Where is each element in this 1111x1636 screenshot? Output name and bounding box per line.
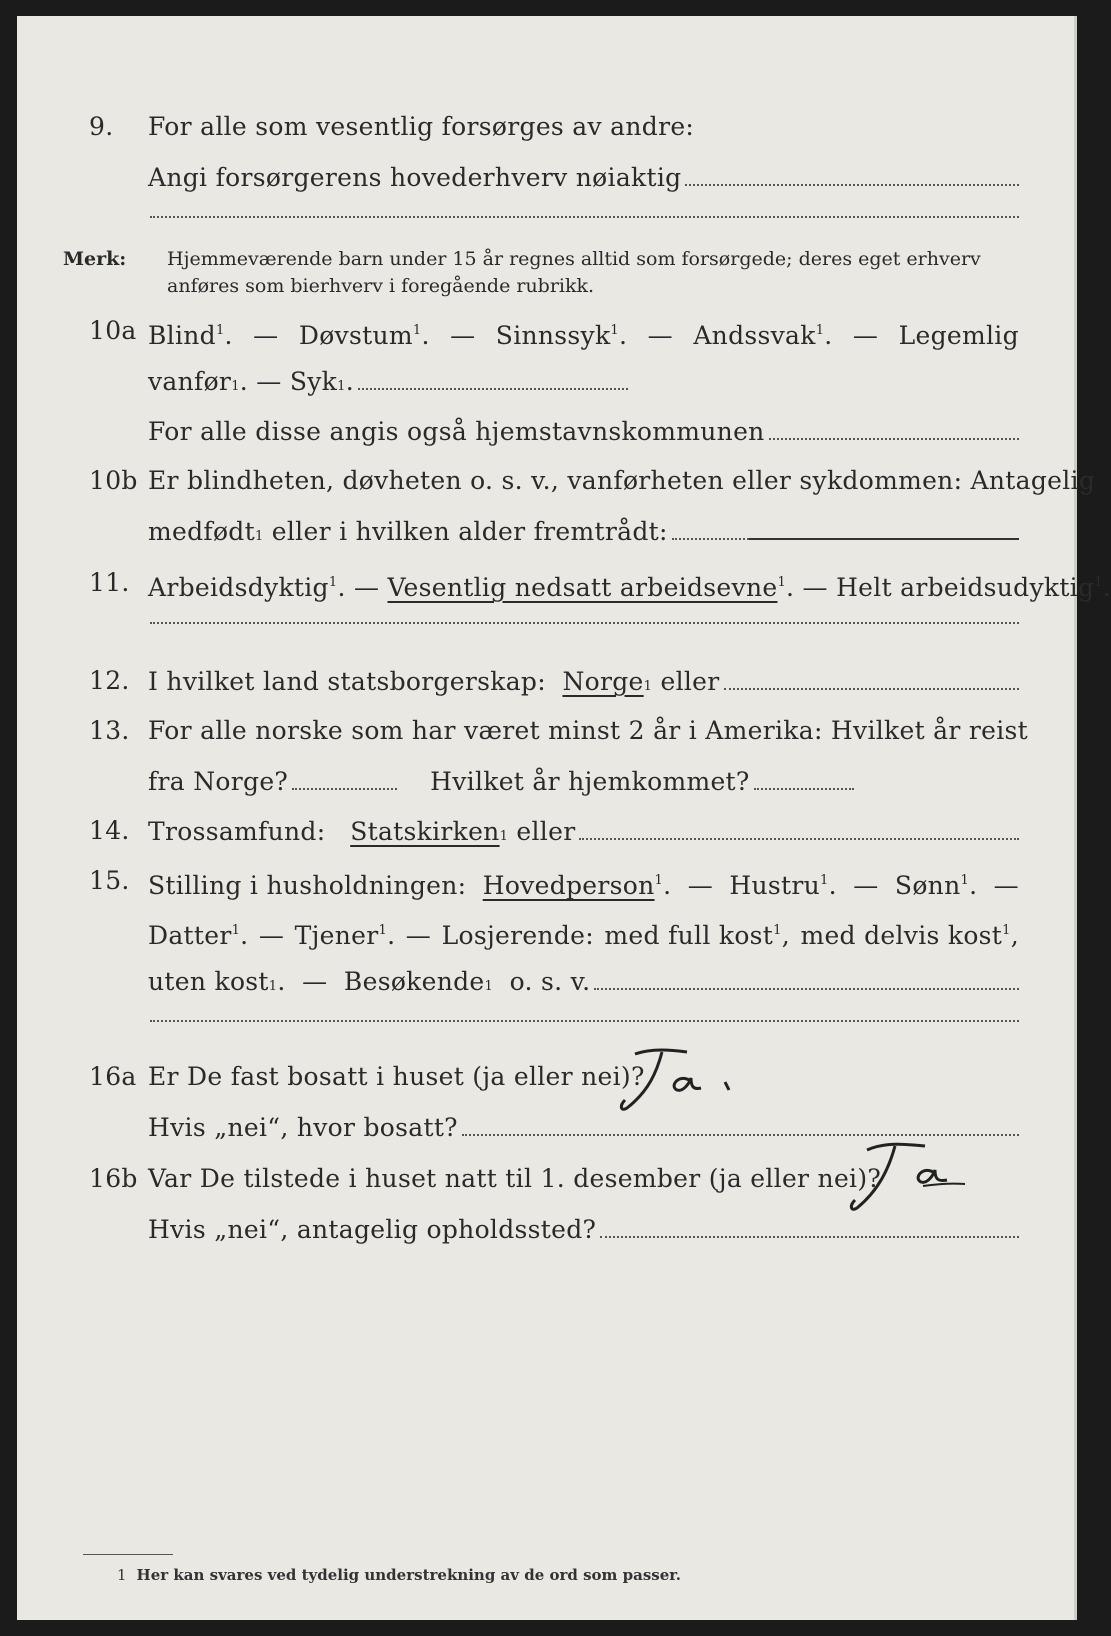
separator: — <box>353 573 380 602</box>
separator: — <box>302 967 328 996</box>
answer-field-12[interactable] <box>724 666 1019 690</box>
option-hovedperson[interactable]: Hovedperson <box>482 871 655 900</box>
option-andssvak[interactable]: Andssvak <box>693 321 816 350</box>
question-number: 14. <box>89 816 130 845</box>
option-sinnssyk[interactable]: Sinnssyk <box>495 321 611 350</box>
option-syk[interactable]: Syk <box>289 367 338 396</box>
question-number: 11. <box>89 568 130 597</box>
footnote-ref: 1 <box>643 679 653 694</box>
option-uten-kost[interactable]: uten kost <box>148 967 269 996</box>
footnote-ref: 1 <box>1002 923 1011 938</box>
footnote-ref: 1 <box>231 923 241 938</box>
question-text: For alle disse angis også hjemstavnskommunen <box>148 417 765 446</box>
separator: — <box>993 871 1019 900</box>
answer-line-10b[interactable] <box>749 516 1019 540</box>
footnote <box>117 1566 681 1584</box>
answer-field-hjemkommet[interactable] <box>754 766 854 790</box>
census-form-page: 9. For alle som vesentlig forsørges av andre: Angi forsørgerens hovederhverv nøiaktig Merk: Hjemmeværende barn under 15 år regnes alltid som forsørgede; deres eget erhverv anføres som bierhverv i foregående rubrikk. 10a Blind$^1$. — Døvstum$^1$. — Sinnssyk$^1$. — Andssvak$^1$. — Legemlig vanfør $_1$ . — Syk $_1$ . For alle disse angis også hjemstavnskommunen 10b Er blindheten, døvheten o. s. v., vanførheten eller sykdommen: Antagelig medfødt $_1$ eller i hvilken alder fremtrådt: 11. Arbeidsdyktig$^1$. — Vesentlig nedsatt arbeidsevne$^1$. — Helt arbeidsudyktig$^1$. 12. I hvilket land statsborgerskap: Norge $_1$ eller 13. For alle norske som har været minst 2 år i Amerika: Hvilket år reist fra Norge? Hvilket år hjemkommet? 14. Trossamfund: Statskirken $_1$ eller 15. Stilling i husholdningen: Hovedperson$^1$. — Hustru$^1$. — Sønn$^1$. — Datter$^1$. — Tjener$^1$. — Losjerende: med full kost$^1$, med delvis kost$^1$, uten kost $_1$ . — Besøkende $_1$ o. s. v. 16a Er De fast bosatt i huset (ja eller nei)? Hvis „nei“, hvor bosatt? 16b Var De tilstede i huset natt til 1. desember (ja eller nei)? Hvis „nei“, antagelig opholdssted? 1 Her kan svares ved tydelig understrekning av de ord som passer. <box>17 16 1077 1620</box>
answer-field-16a[interactable] <box>462 1112 1019 1136</box>
footnote-ref: 1 <box>820 873 829 888</box>
question-text: Hvis „nei“, hvor bosatt? <box>148 1113 458 1142</box>
merk-label: Merk: <box>63 248 127 270</box>
option-norge[interactable]: Norge <box>562 667 644 696</box>
option-blind[interactable]: Blind <box>148 321 216 350</box>
separator: — <box>256 367 282 396</box>
question-text: eller i hvilken alder fremtrådt: <box>271 517 668 546</box>
merk-text: Hjemmeværende barn under 15 år regnes alltid som forsørgede; deres eget erhverv anføres som bierhverv i foregående rubrikk. <box>167 248 981 297</box>
option-vanfor[interactable]: vanfør <box>148 367 232 396</box>
option-full-kost[interactable]: med full kost <box>604 921 774 950</box>
question-text: Er blindheten, døvheten o. s. v., vanførheten eller sykdommen: Antagelig <box>148 466 1096 495</box>
footnote-ref: 1 <box>268 979 278 994</box>
separator: — <box>647 321 673 350</box>
page-edge <box>1074 16 1077 1620</box>
footnote-ref: 1 <box>773 923 782 938</box>
eller-text: eller <box>660 667 720 696</box>
separator: — <box>258 921 285 950</box>
question-text: Hvilket år hjemkommet? <box>430 767 750 796</box>
label-losjerende: Losjerende: <box>441 921 594 950</box>
question-text: Stilling i husholdningen: <box>148 871 467 900</box>
question-text: fra Norge? <box>148 767 289 796</box>
question-number: 16a <box>89 1062 137 1091</box>
question-number: 15. <box>89 866 130 895</box>
footnote-ref: 1 <box>215 323 225 338</box>
question-number: 9. <box>89 112 114 141</box>
footnote-ref: 1 <box>412 323 422 338</box>
footnote-ref: 1 <box>610 323 619 338</box>
footnote-ref: 1 <box>337 379 346 394</box>
question-text: Hvis „nei“, antagelig opholdssted? <box>148 1215 597 1244</box>
option-legemlig[interactable]: Legemlig <box>898 321 1019 350</box>
footnote-mark: 1 <box>117 1566 127 1584</box>
question-number: 12. <box>89 666 130 695</box>
option-besokende[interactable]: Besøkende <box>343 967 485 996</box>
footnote-text: Her kan svares ved tydelig understrekning av de ord som passer. <box>136 1566 682 1584</box>
question-number: 16b <box>89 1164 138 1193</box>
option-datter[interactable]: Datter <box>148 921 232 950</box>
option-sonn[interactable]: Sønn <box>894 871 961 900</box>
question-number: 10a <box>89 316 137 345</box>
footnote-ref: 1 <box>378 923 388 938</box>
answer-field-hjemstavn[interactable] <box>769 416 1019 440</box>
question-text: Er De fast bosatt i huset (ja eller nei)? <box>148 1062 645 1091</box>
option-tjener[interactable]: Tjener <box>294 921 379 950</box>
answer-field-10b[interactable] <box>672 516 749 540</box>
footnote-ref: 1 <box>254 529 264 544</box>
footnote-ref: 1 <box>484 979 494 994</box>
answer-field-16b[interactable] <box>600 1214 1019 1238</box>
answer-field-9[interactable] <box>685 162 1019 186</box>
option-delvis-kost[interactable]: med delvis kost <box>800 921 1003 950</box>
osv-text: o. s. v. <box>509 967 591 996</box>
answer-field-9-extra[interactable] <box>150 216 1019 218</box>
answer-field-reist[interactable] <box>292 766 397 790</box>
answer-field-11[interactable] <box>150 622 1019 624</box>
option-hustru[interactable]: Hustru <box>729 871 821 900</box>
separator: — <box>405 921 432 950</box>
footnote-ref: 1 <box>1094 575 1103 590</box>
footnote-ref: 1 <box>815 323 825 338</box>
footnote-rule <box>83 1554 173 1555</box>
footnote-ref: 1 <box>499 829 509 844</box>
question-number: 10b <box>89 466 138 495</box>
option-dovstum[interactable]: Døvstum <box>298 321 413 350</box>
option-medfodt[interactable]: medfødt <box>148 517 255 546</box>
question-text: Angi forsørgerens hovederhverv nøiaktig <box>148 163 682 192</box>
separator: — <box>687 871 714 900</box>
separator: — <box>253 321 279 350</box>
option-arbeidsudyktig[interactable]: Helt arbeidsudyktig <box>836 573 1095 602</box>
option-nedsatt-arbeidsevne[interactable]: Vesentlig nedsatt arbeidsevne <box>387 573 778 602</box>
option-arbeidsdyktig[interactable]: Arbeidsdyktig <box>148 573 329 602</box>
question-number: 13. <box>89 716 130 745</box>
footnote-ref: 1 <box>328 575 338 590</box>
footnote-ref: 1 <box>231 379 240 394</box>
separator: — <box>853 871 879 900</box>
footnote-ref: 1 <box>777 575 787 590</box>
footnote-ref: 1 <box>654 873 664 888</box>
answer-field-10a[interactable] <box>358 366 628 390</box>
answer-field-15[interactable] <box>594 966 1019 990</box>
separator: — <box>852 321 879 350</box>
answer-field-15-extra[interactable] <box>150 1020 1019 1022</box>
eller-text: eller <box>516 817 576 846</box>
question-text: For alle som vesentlig forsørges av andre: <box>148 112 695 141</box>
separator: — <box>802 573 828 602</box>
footnote-ref: 1 <box>960 873 970 888</box>
answer-field-14[interactable] <box>579 816 1019 840</box>
question-text: Trossamfund: <box>148 817 326 846</box>
question-text: Var De tilstede i huset natt til 1. desember (ja eller nei)? <box>148 1164 882 1193</box>
question-text: I hvilket land statsborgerskap: <box>148 667 546 696</box>
separator: — <box>450 321 476 350</box>
question-text: For alle norske som har været minst 2 år i Amerika: Hvilket år reist <box>148 716 1029 745</box>
option-statskirken[interactable]: Statskirken <box>350 817 500 846</box>
